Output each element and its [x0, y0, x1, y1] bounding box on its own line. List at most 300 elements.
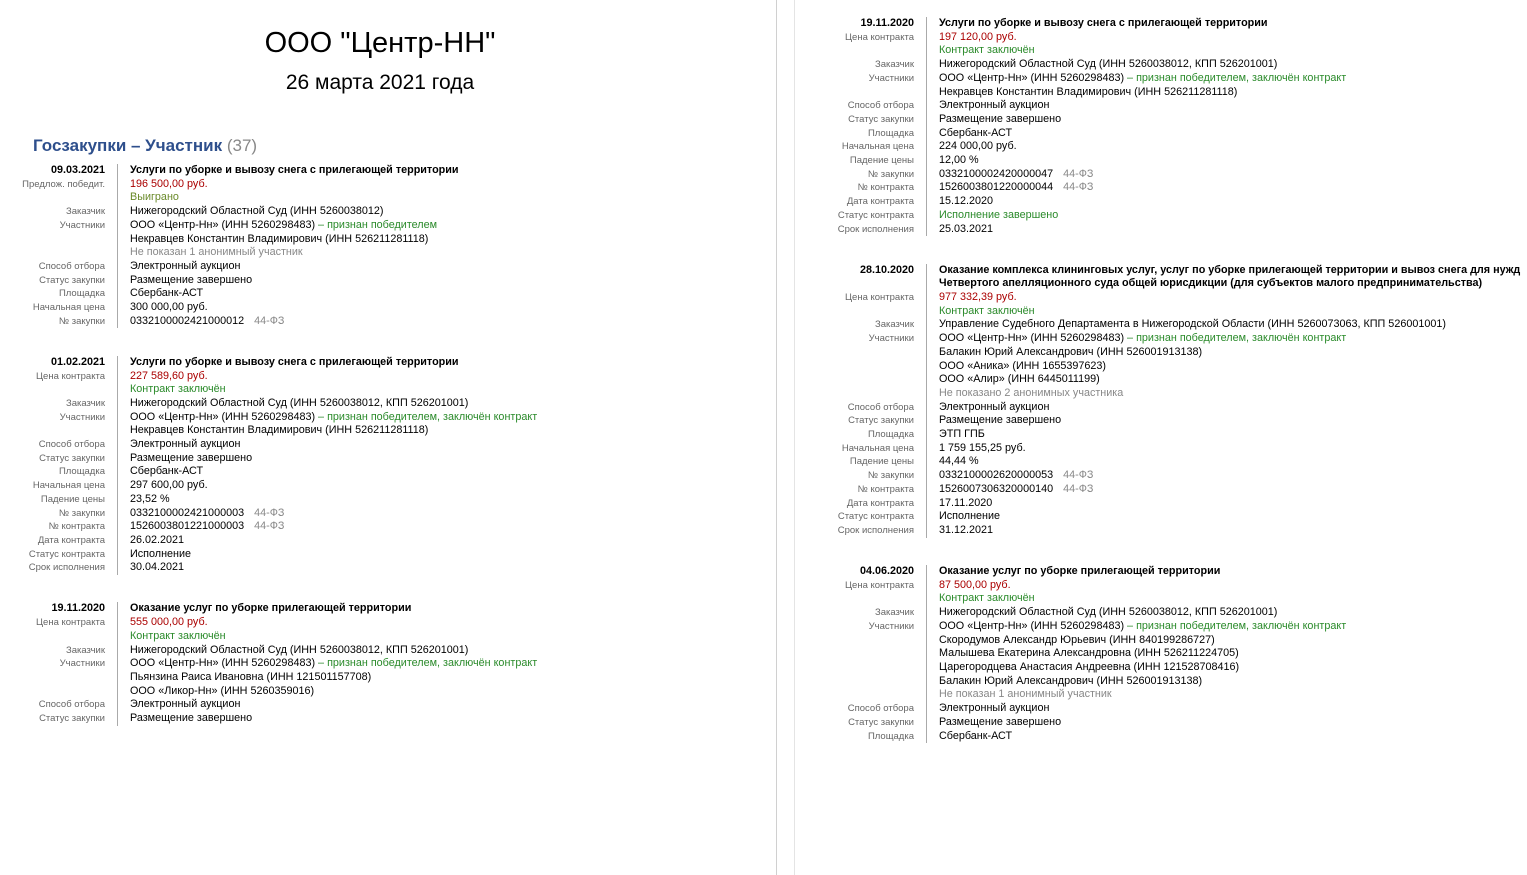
participant-name: Царегородцева Анастасия Андреевна (ИНН 121528708416) [939, 660, 1240, 673]
field-deadline: 31.12.2021 [939, 523, 994, 536]
field-value [926, 414, 1527, 428]
field-contract-date: 15.12.2020 [939, 195, 994, 208]
entry-row [0, 452, 776, 466]
entry-row [0, 301, 776, 315]
field-value [117, 370, 776, 384]
field-label [780, 661, 926, 675]
entry-row [780, 414, 1527, 428]
field-status: Размещение завершено [939, 414, 1062, 427]
participant-name: ООО «Ликор-Нн» (ИНН 5260359016) [130, 684, 315, 697]
field-label: Срок исполнения [28, 562, 105, 574]
entry-row [780, 661, 1527, 675]
field-method: Электронный аукцион [939, 702, 1050, 715]
field-label: Падение цены [40, 493, 105, 505]
entry-row [780, 127, 1527, 141]
entry-row [780, 565, 1527, 579]
entry-row [0, 561, 776, 575]
field-label [780, 44, 926, 58]
entry-row [0, 698, 776, 712]
tender-result: Контракт заключён [939, 44, 1035, 57]
spacer [0, 575, 776, 589]
field-value [926, 86, 1527, 100]
field-label [780, 592, 926, 606]
field-label: Статус закупки [848, 415, 914, 427]
field-label: Дата контракта [846, 196, 914, 208]
field-value [117, 630, 776, 644]
entry-row [780, 305, 1527, 319]
entry-row [0, 274, 776, 288]
field-label: Площадка [867, 127, 914, 139]
field-status: Размещение завершено [939, 715, 1062, 728]
law-tag: 44-ФЗ [254, 314, 285, 327]
field-label: Площадка [867, 730, 914, 742]
entry-row [780, 469, 1527, 483]
field-contract-no: 1526003801221000003 [130, 520, 245, 533]
entry-row [780, 17, 1527, 31]
field-status: Размещение завершено [130, 712, 253, 725]
tender-subject: Услуги по уборке и вывозу снега с прилегающей территории [130, 355, 459, 368]
participant-name: ООО «Центр-Нн» (ИНН 5260298483) [939, 71, 1125, 84]
entry-row [0, 657, 776, 671]
entry-row [0, 685, 776, 699]
field-label: Начальная цена [841, 442, 914, 454]
field-drop: 12,00 % [939, 154, 979, 167]
field-value [926, 31, 1527, 45]
entry-row [780, 401, 1527, 415]
participant-note: – признан победителем, заключён контракт [315, 410, 538, 423]
field-label: Статус контракта [837, 209, 914, 221]
section-count: (37) [226, 136, 258, 155]
participant-note: – признан победителем [315, 218, 438, 231]
entry-row [780, 387, 1527, 401]
field-drop: 23,52 % [130, 492, 170, 505]
participant-name: Некравцев Константин Владимирович (ИНН 526211281118) [939, 85, 1238, 98]
tender-subject: Услуги по уборке и вывозу снега с прилегающей территории [939, 17, 1268, 29]
field-method: Электронный аукцион [130, 438, 241, 451]
tender-subject: Оказание комплекса клининговых услуг, услуг по уборке прилегающей территории и вывоз снега для нужд [939, 263, 1521, 276]
field-label: Падение цены [849, 456, 914, 468]
tender-result: Контракт заключён [939, 592, 1035, 605]
law-tag: 44-ФЗ [1063, 482, 1094, 495]
customer-name: Нижегородский Областной Суд (ИНН 5260038012, КПП 526201001) [939, 58, 1278, 71]
entry-row [0, 438, 776, 452]
participant-note: – признан победителем, заключён контракт [1124, 71, 1347, 84]
field-value [117, 561, 776, 575]
field-value [926, 17, 1527, 31]
anonymous-note: Не показан 1 анонимный участник [130, 246, 303, 259]
field-start-price: 224 000,00 руб. [939, 140, 1017, 153]
spacer [780, 236, 1527, 250]
field-label: Статус контракта [837, 511, 914, 523]
field-label: Площадка [867, 429, 914, 441]
field-method: Электронный аукцион [939, 99, 1050, 112]
entry-row [0, 164, 776, 178]
field-label: Участники [59, 219, 105, 231]
field-label [0, 246, 117, 260]
field-value [926, 209, 1527, 223]
participant-note: – признан победителем, заключён контракт [315, 657, 538, 670]
field-value [117, 315, 776, 329]
field-label: 04.06.2020 [859, 565, 914, 578]
field-label [780, 346, 926, 360]
field-value [117, 233, 776, 247]
field-label: № контракта [857, 182, 914, 194]
field-value [926, 730, 1527, 744]
field-value [926, 195, 1527, 209]
field-value [926, 661, 1527, 675]
entry-row [0, 630, 776, 644]
field-contract-status: Исполнение [939, 510, 1001, 523]
spacer [0, 739, 776, 753]
field-deadline: 30.04.2021 [130, 561, 185, 574]
field-value [926, 332, 1527, 346]
entry-row [0, 465, 776, 479]
entry-row [0, 616, 776, 630]
participant-name: Балакин Юрий Александрович (ИНН 526001913138) [939, 345, 1203, 358]
spacer [780, 743, 1527, 757]
tender-price: 977 332,39 руб. [939, 291, 1017, 304]
field-value [117, 548, 776, 562]
field-contract-status: Исполнение завершено [939, 208, 1059, 221]
field-label: 28.10.2020 [859, 263, 914, 276]
field-value [117, 164, 776, 178]
field-value [926, 401, 1527, 415]
field-value [926, 716, 1527, 730]
field-value [117, 397, 776, 411]
field-label [0, 233, 117, 247]
field-value [926, 592, 1527, 606]
tender-entry [780, 17, 1527, 264]
field-label: № закупки [867, 470, 914, 482]
field-value [117, 260, 776, 274]
field-value [926, 373, 1527, 387]
tender-subject: Услуги по уборке и вывозу снега с прилегающей территории [130, 164, 459, 176]
field-label [780, 277, 926, 291]
field-value [926, 140, 1527, 154]
tender-entry [780, 565, 1527, 771]
field-value [117, 452, 776, 466]
field-platform: Сбербанк-АСТ [130, 465, 204, 478]
field-platform: Сбербанк-АСТ [939, 729, 1013, 742]
entry-row [0, 315, 776, 329]
field-label [0, 383, 117, 397]
participant-name: Скородумов Александр Юрьевич (ИНН 840199286727) [939, 633, 1215, 646]
field-value [117, 493, 776, 507]
field-label: Способ отбора [847, 100, 914, 112]
field-value [926, 565, 1527, 579]
field-label: Участники [868, 620, 914, 632]
field-label [0, 424, 117, 438]
field-value [926, 127, 1527, 141]
field-value [926, 291, 1527, 305]
spacer [780, 538, 1527, 552]
field-method: Электронный аукцион [130, 698, 241, 711]
field-label: Способ отбора [38, 260, 105, 272]
field-label: Заказчик [65, 644, 105, 656]
entry-row [0, 370, 776, 384]
participant-name: ООО «Центр-Нн» (ИНН 5260298483) [130, 657, 316, 670]
field-value [926, 277, 1527, 291]
field-start-price: 1 759 155,25 руб. [939, 441, 1026, 454]
field-label: Срок исполнения [837, 223, 914, 235]
law-tag: 44-ФЗ [254, 506, 285, 519]
field-drop: 44,44 % [939, 455, 979, 468]
anonymous-note: Не показано 2 анонимных участника [939, 386, 1124, 399]
field-value [926, 223, 1527, 237]
tender-result: Контракт заключён [939, 304, 1035, 317]
field-label: Статус закупки [39, 452, 105, 464]
field-value [926, 688, 1527, 702]
field-value [926, 154, 1527, 168]
field-value [926, 455, 1527, 469]
field-platform: Сбербанк-АСТ [939, 126, 1013, 139]
entry-row [780, 592, 1527, 606]
field-value [117, 205, 776, 219]
field-value [926, 44, 1527, 58]
participant-name: ООО «Центр-Нн» (ИНН 5260298483) [939, 332, 1125, 345]
field-value [117, 602, 776, 616]
field-contract-date: 17.11.2020 [939, 496, 993, 509]
entry-row [780, 181, 1527, 195]
entry-row [780, 99, 1527, 113]
field-value [117, 685, 776, 699]
field-label [780, 387, 926, 401]
field-tender-no: 0332100002421000012 [130, 314, 245, 327]
field-value [117, 301, 776, 315]
field-value [926, 606, 1527, 620]
entry-row [780, 716, 1527, 730]
entry-row [780, 497, 1527, 511]
left-entries [0, 164, 776, 753]
entry-row [780, 209, 1527, 223]
field-value [926, 168, 1527, 182]
field-label: 09.03.2021 [50, 164, 105, 176]
field-platform: Сбербанк-АСТ [130, 287, 204, 300]
field-status: Размещение завершено [130, 273, 253, 286]
field-label [780, 86, 926, 100]
field-contract-no: 1526003801220000044 [939, 181, 1054, 194]
field-contract-status: Исполнение [130, 547, 192, 560]
entry-row [780, 730, 1527, 744]
field-tender-no: 0332100002420000047 [939, 167, 1054, 180]
entry-row [780, 647, 1527, 661]
tender-entry [780, 264, 1527, 565]
entry-row [780, 510, 1527, 524]
field-value [117, 698, 776, 712]
customer-name: Управление Судебного Департамента в Нижегородской Области (ИНН 5260073063, КПП 526001001) [939, 318, 1446, 331]
field-label: № контракта [857, 483, 914, 495]
field-label: Падение цены [849, 155, 914, 167]
field-value [926, 524, 1527, 538]
participant-name: ООО «Центр-Нн» (ИНН 5260298483) [130, 410, 316, 423]
field-value [117, 520, 776, 534]
entry-row [0, 383, 776, 397]
field-value [926, 620, 1527, 634]
field-value [117, 465, 776, 479]
field-value [117, 274, 776, 288]
section-title: Госзакупки – Участник [33, 136, 223, 155]
entry-row [0, 287, 776, 301]
entry-row [780, 58, 1527, 72]
field-status: Размещение завершено [939, 112, 1062, 125]
field-label: Дата контракта [846, 497, 914, 509]
field-label: 19.11.2020 [860, 17, 914, 29]
anonymous-note: Не показан 1 анонимный участник [939, 688, 1112, 701]
field-value [926, 305, 1527, 319]
field-value [926, 99, 1527, 113]
tender-price: 197 120,00 руб. [939, 30, 1017, 43]
field-platform: ЭТП ГПБ [939, 428, 985, 441]
field-label: Срок исполнения [837, 524, 914, 536]
entry-row [0, 260, 776, 274]
field-value [926, 442, 1527, 456]
field-label: Статус закупки [848, 716, 914, 728]
tender-price: 227 589,60 руб. [130, 369, 208, 382]
tender-subject: Оказание услуг по уборке прилегающей территории [939, 565, 1221, 578]
customer-name: Нижегородский Областной Суд (ИНН 5260038012) [130, 205, 384, 218]
field-method: Электронный аукцион [130, 259, 241, 272]
tender-result: Выиграно [130, 191, 179, 204]
field-value [117, 383, 776, 397]
entry-row [780, 264, 1527, 278]
entry-row [780, 72, 1527, 86]
field-label: Заказчик [874, 59, 914, 71]
field-label: Способ отбора [38, 699, 105, 711]
field-value [926, 72, 1527, 86]
field-value [117, 178, 776, 192]
field-status: Размещение завершено [130, 451, 253, 464]
entry-row [0, 507, 776, 521]
field-value [926, 510, 1527, 524]
entry-row [0, 493, 776, 507]
field-label [780, 305, 926, 319]
field-label: Статус контракта [28, 548, 105, 560]
field-value [926, 58, 1527, 72]
section-heading [33, 136, 776, 156]
field-value [117, 657, 776, 671]
entry-row [0, 712, 776, 726]
law-tag: 44-ФЗ [1063, 181, 1094, 194]
company-title: ООО "Центр-НН" [264, 27, 496, 59]
entry-row [0, 219, 776, 233]
field-value [117, 671, 776, 685]
field-label: Способ отбора [38, 439, 105, 451]
spacer [780, 757, 1527, 771]
tender-result: Контракт заключён [130, 629, 226, 642]
field-value [117, 191, 776, 205]
entry-row [0, 602, 776, 616]
field-value [926, 428, 1527, 442]
field-value [117, 287, 776, 301]
entry-row [780, 442, 1527, 456]
entry-row [780, 702, 1527, 716]
field-value [926, 675, 1527, 689]
entry-row [780, 360, 1527, 374]
field-label [0, 630, 117, 644]
spacer [780, 250, 1527, 264]
field-value [117, 424, 776, 438]
entry-row [0, 178, 776, 192]
law-tag: 44-ФЗ [1063, 469, 1094, 482]
entry-row [780, 455, 1527, 469]
participant-note: – признан победителем, заключён контракт [1124, 619, 1347, 632]
tender-subject-line2: Четвертого апелляционного суда общей юрисдикции (для субъектов малого предпринимательства) [939, 277, 1483, 290]
entry-row [780, 86, 1527, 100]
field-label: Заказчик [874, 319, 914, 331]
entry-row [780, 373, 1527, 387]
field-tender-no: 0332100002421000003 [130, 506, 245, 519]
field-label: Цена контракта [845, 579, 914, 591]
customer-name: Нижегородский Областной Суд (ИНН 5260038012, КПП 526201001) [130, 396, 469, 409]
field-label: Статус закупки [39, 274, 105, 286]
field-value [117, 246, 776, 260]
field-value [117, 644, 776, 658]
field-label: Статус закупки [39, 713, 105, 725]
field-value [926, 469, 1527, 483]
field-deadline: 25.03.2021 [939, 222, 994, 235]
entry-row [780, 154, 1527, 168]
field-value [117, 616, 776, 630]
entry-row [780, 291, 1527, 305]
entry-row [0, 534, 776, 548]
entry-row [0, 644, 776, 658]
customer-name: Нижегородский Областной Суд (ИНН 5260038012, КПП 526201001) [130, 643, 469, 656]
field-label: Площадка [58, 466, 105, 478]
customer-name: Нижегородский Областной Суд (ИНН 5260038012, КПП 526201001) [939, 606, 1278, 619]
participant-name: ООО «Алир» (ИНН 6445011199) [939, 373, 1100, 386]
field-value [117, 479, 776, 493]
entry-row [0, 548, 776, 562]
field-label: № закупки [58, 315, 105, 327]
entry-row [780, 195, 1527, 209]
entry-row [780, 579, 1527, 593]
entry-row [780, 44, 1527, 58]
tender-entry [0, 164, 776, 356]
field-value [117, 534, 776, 548]
entry-row [0, 671, 776, 685]
entry-row [0, 397, 776, 411]
field-start-price: 297 600,00 руб. [130, 479, 208, 492]
field-value [117, 712, 776, 726]
field-label: Способ отбора [847, 703, 914, 715]
field-label: Заказчик [874, 607, 914, 619]
field-label: Цена контракта [36, 617, 105, 629]
spacer [0, 328, 776, 342]
field-label: Начальная цена [32, 480, 105, 492]
field-label: Заказчик [65, 397, 105, 409]
tender-result: Контракт заключён [130, 383, 226, 396]
entry-row [780, 675, 1527, 689]
field-label [0, 191, 117, 205]
entry-row [0, 205, 776, 219]
participant-name: ООО «Аника» (ИНН 1655397623) [939, 359, 1106, 372]
entry-row [780, 140, 1527, 154]
entry-row [780, 620, 1527, 634]
participant-name: Некравцев Константин Владимирович (ИНН 526211281118) [130, 424, 429, 437]
report-date: 26 марта 2021 года [285, 71, 475, 94]
spacer [0, 589, 776, 603]
entry-row [0, 356, 776, 370]
entry-row [780, 688, 1527, 702]
entry-row [0, 520, 776, 534]
field-value [117, 219, 776, 233]
field-value [117, 438, 776, 452]
field-label: Статус закупки [848, 113, 914, 125]
entry-row [0, 411, 776, 425]
entry-row [0, 191, 776, 205]
field-label: Цена контракта [845, 31, 914, 43]
participant-name: ООО «Центр-Нн» (ИНН 5260298483) [939, 619, 1125, 632]
